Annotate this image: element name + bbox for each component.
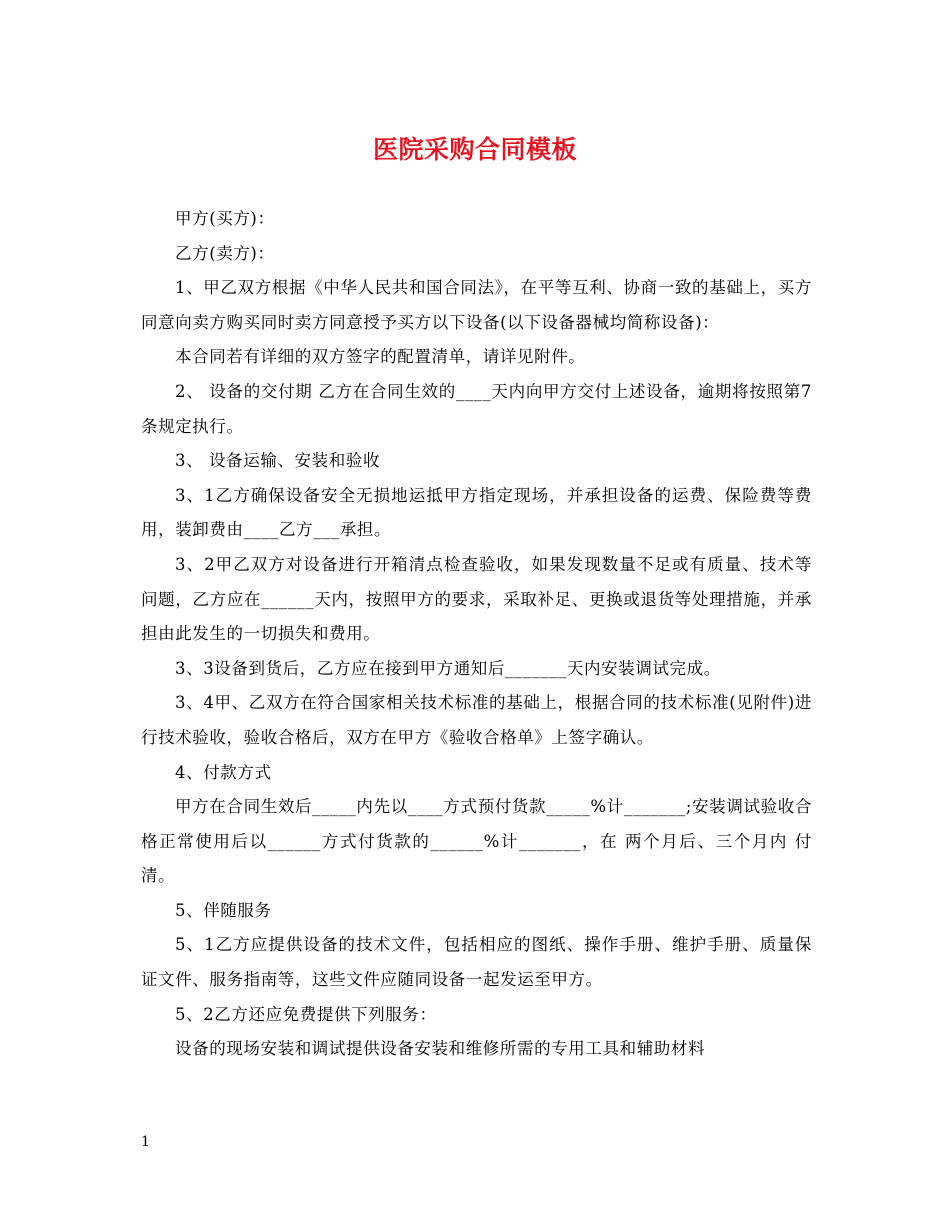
party-a-line: 甲方(买方)： [175,209,275,228]
document-title: 医院采购合同模板 [372,135,577,164]
clause-5-1: 5、1乙方应提供设备的技术文件，包括相应的图纸、操作手册、维护手册、质量保证文件、服务指南等，这些文件应随同设备一起发运至甲方。 [141,935,812,990]
attachment-note: 本合同若有详细的双方签字的配置清单，请详见附件。 [175,347,586,367]
clause-3-1: 3、1乙方确保设备安全无损地运抵甲方指定现场，并承担设备的运费、保险费等费用，装卸费由____乙方___承担。 [141,485,812,540]
clause-4-heading: 4、付款方式 [175,762,272,782]
clause-5-heading: 5、伴随服务 [175,900,272,920]
clause-3-heading: 3、 设备运输、安装和验收 [175,451,381,471]
page-number: 1 [141,1134,150,1150]
clause-3-2: 3、2甲乙双方对设备进行开箱清点检查验收，如果发现数量不足或有质量、技术等问题，乙方应在______天内，按照甲方的要求，采取补足、更换或退货等处理措施，并承担由此发生的一切损失和费用。 [141,554,812,644]
service-item: 设备的现场安装和调试提供设备安装和维修所需的专用工具和辅助材料 [175,1039,706,1059]
clause-5-2: 5、2乙方还应免费提供下列服务： [175,1004,437,1024]
clause-1: 1、甲乙双方根据《中华人民共和国合同法》，在平等互利、协商一致的基础上，买方同意向卖方购买同时卖方同意授予买方以下设备(以下设备器械均简称设备)： [141,278,812,332]
clause-3-4: 3、4甲、乙双方在符合国家相关技术标准的基础上，根据合同的技术标准(见附件)进行技术验收，验收合格后，双方在甲方《验收合格单》上签字确认。 [141,693,812,747]
contract-body [141,202,812,1067]
party-b-line: 乙方(卖方)： [175,243,275,263]
clause-4-payment: 甲方在合同生效后_____内先以____方式预付货款_____%计_______;安装调试验收合格正常使用后以______方式付货款的______%计_______，在 两个月后、三个月内 付清。 [141,797,812,886]
clause-3-3: 3、3设备到货后，乙方应在接到甲方通知后_______天内安装调试完成。 [175,658,721,678]
clause-2-delivery: 2、 设备的交付期 乙方在合同生效的____天内向甲方交付上述设备，逾期将按照第7条规定执行。 [141,381,812,436]
